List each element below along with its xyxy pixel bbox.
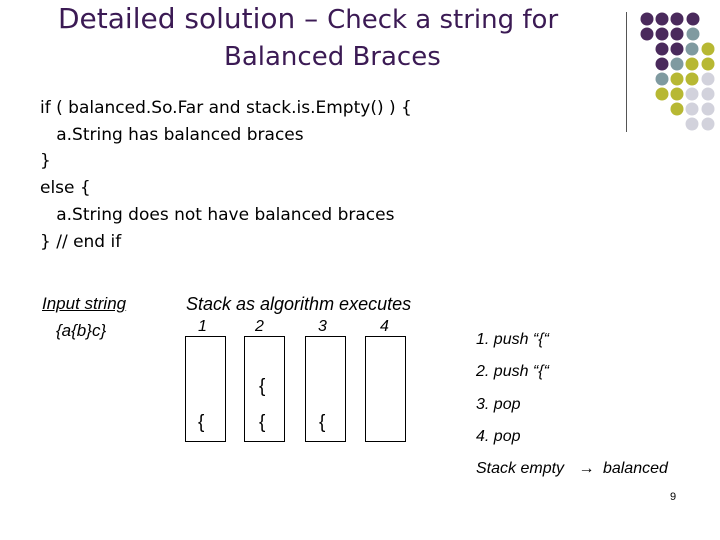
- code-line-3: }: [40, 151, 51, 171]
- decor-dot: [702, 103, 715, 116]
- arrow-right-icon: →: [578, 460, 595, 477]
- decor-dot: [641, 28, 654, 41]
- input-string-label: Input string: [42, 294, 127, 313]
- decor-dot: [656, 58, 669, 71]
- decor-dot: [671, 43, 684, 56]
- stack-2-item-1: {: [259, 412, 266, 433]
- result-outcome: balanced: [602, 460, 668, 477]
- stack-col-number-3: 3: [318, 318, 327, 335]
- decor-dot: [686, 118, 699, 131]
- decor-dot: [702, 88, 715, 101]
- code-line-1: if ( balanced.So.Far and stack.is.Empty() ) {: [40, 98, 412, 118]
- title-part1: Detailed solution –: [58, 2, 328, 35]
- stack-col-number-2: 2: [255, 318, 264, 335]
- decor-dot: [656, 43, 669, 56]
- code-line-6: } // end if: [40, 232, 122, 252]
- result-line: [476, 460, 668, 478]
- result-text: Stack empty: [476, 460, 565, 477]
- decor-dot: [656, 88, 669, 101]
- stack-col-number-1: 1: [198, 318, 207, 335]
- decor-dot: [671, 103, 684, 116]
- stack-2-item-2: {: [259, 376, 266, 397]
- decor-dot: [702, 118, 715, 131]
- page-number: 9: [670, 491, 677, 503]
- title-part2: Check a string for: [327, 5, 559, 35]
- code-line-5: a.String does not have balanced braces: [40, 205, 395, 225]
- decor-dot: [702, 73, 715, 86]
- stack-box-4: [365, 336, 406, 442]
- decor-dot: [702, 43, 715, 56]
- decor-dot: [671, 58, 684, 71]
- step-1: 1. push “{“: [476, 331, 549, 348]
- stack-col-number-4: 4: [380, 318, 389, 335]
- slide-title-line2: Balanced Braces: [224, 42, 441, 72]
- decor-dot: [686, 103, 699, 116]
- decor-dot: [687, 28, 700, 41]
- decor-dot: [687, 13, 700, 26]
- stack-box-1: [185, 336, 226, 442]
- step-3: 3. pop: [476, 396, 521, 413]
- decor-dot: [686, 73, 699, 86]
- stack-3-item-1: {: [319, 412, 326, 433]
- stack-label: Stack as algorithm executes: [186, 294, 412, 314]
- decor-dot: [656, 28, 669, 41]
- decor-dot: [686, 43, 699, 56]
- input-string-value: {a{b}c}: [56, 321, 107, 340]
- decor-dot: [656, 13, 669, 26]
- stack-box-3: [305, 336, 346, 442]
- decor-dot: [671, 13, 684, 26]
- decor-dot: [686, 58, 699, 71]
- decor-dot: [656, 73, 669, 86]
- decor-dot: [671, 73, 684, 86]
- step-4: 4. pop: [476, 428, 521, 445]
- stack-1-item-1: {: [198, 412, 205, 433]
- decor-dot: [686, 88, 699, 101]
- step-2: 2. push “{“: [476, 363, 549, 380]
- code-line-4: else {: [40, 178, 91, 198]
- decorative-vertical-line: [626, 12, 627, 132]
- decor-dot: [641, 13, 654, 26]
- code-line-2: a.String has balanced braces: [40, 125, 304, 145]
- decorative-dot-grid: [0, 0, 720, 140]
- decor-dot: [671, 28, 684, 41]
- decor-dot: [702, 58, 715, 71]
- decor-dot: [671, 88, 684, 101]
